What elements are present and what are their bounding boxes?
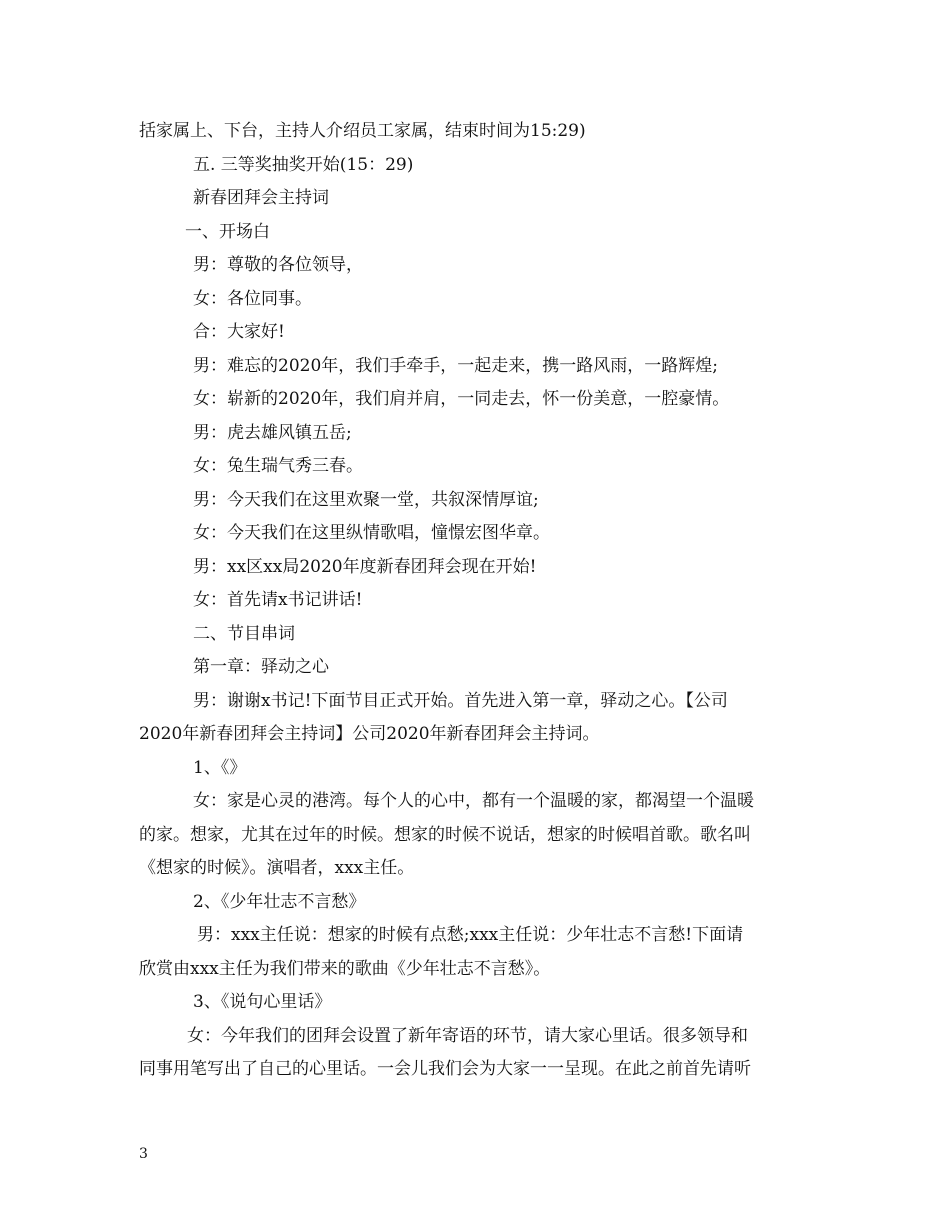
dialogue-line: 女：今天我们在这里纵情歌唱，憧憬宏图华章。: [193, 523, 550, 543]
page-number: 3: [139, 1146, 148, 1162]
paragraph-line: 的家。想家，尤其在过年的时候。想家的时候不说话，想家的时候唱首歌。歌名叫: [139, 824, 751, 845]
paragraph-line: 2020年新春团拜会主持词】公司2020年新春团拜会主持词。: [139, 724, 600, 744]
dialogue-line: 女：各位同事。: [193, 288, 312, 309]
section-heading: 一、开场白: [185, 221, 270, 242]
dialogue-line: 男：尊敬的各位领导，: [193, 255, 363, 275]
paragraph-line: 欣赏由xxx主任为我们带来的歌曲《少年壮志不言愁》。: [139, 958, 551, 979]
chapter-heading: 第一章：驿动之心: [193, 657, 329, 677]
dialogue-line: 男：xxx主任说：想家的时候有点愁;xxx主任说：少年壮志不言愁!下面请: [197, 925, 744, 945]
program-item: 3、《说句心里话》: [193, 992, 332, 1012]
dialogue-line: 女：今年我们的团拜会设置了新年寄语的环节，请大家心里话。很多领导和: [187, 1025, 748, 1046]
dialogue-line: 男：谢谢x书记!下面节目正式开始。首先进入第一章，驿动之心。【公司: [193, 690, 728, 711]
dialogue-line: 女：首先请x书记讲话!: [193, 590, 363, 610]
paragraph-line: 同事用笔写出了自己的心里话。一会儿我们会为大家一一呈现。在此之前首先请听: [139, 1059, 751, 1079]
paragraph-line: 括家属上、下台，主持人介绍员工家属，结束时间为15:29): [139, 121, 586, 141]
dialogue-line: 女：崭新的2020年，我们肩并肩，一同走去，怀一份美意，一腔豪情。: [193, 389, 730, 409]
program-item: 1、《》: [193, 757, 247, 778]
section-heading: 二、节目串词: [193, 623, 295, 644]
dialogue-line: 女：兔生瑞气秀三春。: [193, 456, 363, 476]
dialogue-line: 男：今天我们在这里欢聚一堂，共叙深情厚谊;: [193, 489, 539, 510]
document-body: [139, 115, 811, 1087]
dialogue-line: 合：大家好!: [193, 322, 285, 342]
program-item: 2、《少年壮志不言愁》: [193, 891, 366, 912]
section-heading: 五. 三等奖抽奖开始(15：29): [193, 154, 414, 175]
dialogue-line: 男：难忘的2020年，我们手牵手，一起走来，携一路风雨，一路辉煌;: [193, 355, 718, 376]
paragraph-line: 《想家的时候》。演唱者，xxx主任。: [139, 858, 415, 878]
section-title: 新春团拜会主持词: [193, 188, 329, 208]
dialogue-line: 女：家是心灵的港湾。每个人的心中，都有一个温暖的家，都渴望一个温暖: [193, 791, 754, 811]
dialogue-line: 男：虎去雄风镇五岳;: [193, 422, 352, 443]
dialogue-line: 男：xx区xx局2020年度新春团拜会现在开始!: [193, 556, 537, 577]
